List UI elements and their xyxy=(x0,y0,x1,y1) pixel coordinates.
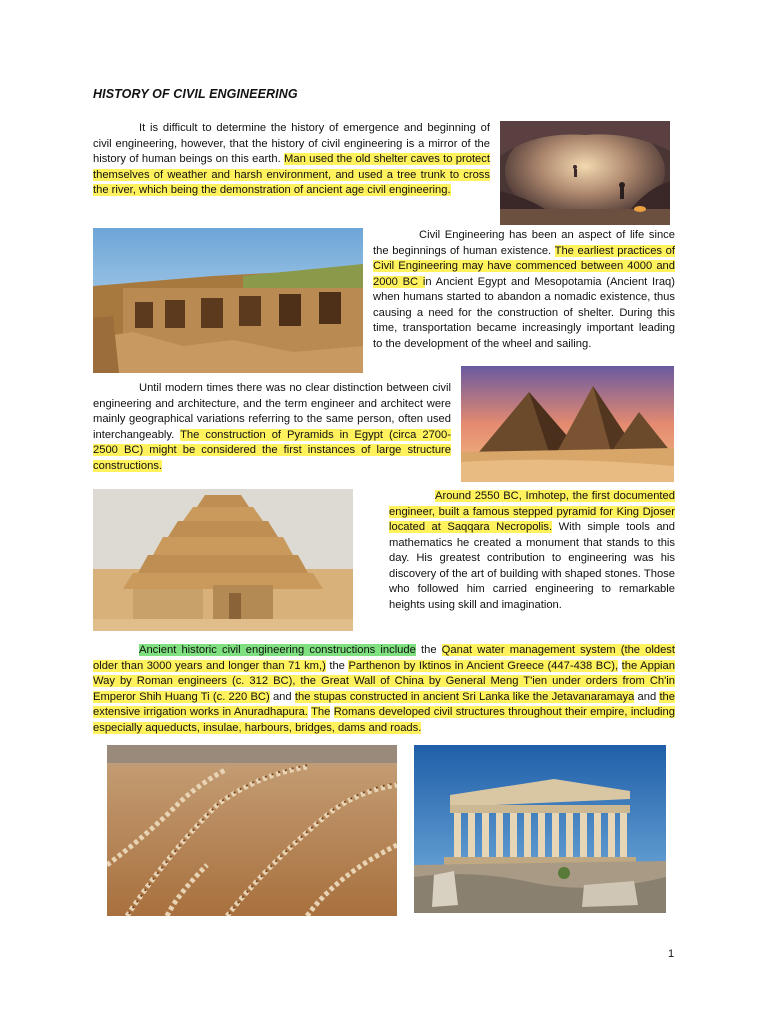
p3-highlight: The construction of Pyramids in Egypt (circa 2700-2500 BC) might be considered the first instances of large structure constructions. xyxy=(93,428,451,472)
p4-highlight: Around 2550 BC, Imhotep, the first documented engineer, built a famous stepped pyramid for King Djoser located at Saqqara Necropolis. xyxy=(389,490,675,533)
p1-highlight: Man used the old shelter caves to protect themselves of weather and harsh environment, and used a tree trunk to cross the river, which being the demonstration of ancient age civil engineering. xyxy=(93,153,490,196)
p5-text-4: and xyxy=(269,690,295,703)
paragraph-cave-shelters xyxy=(93,121,490,199)
paragraph-imhotep xyxy=(389,489,675,613)
p5-text-5: and xyxy=(634,690,660,703)
p2-text-rest: n Ancient Egypt and Mesopotamia (Ancient Iraq) when humans started to abandon a nomadic existence, thus causing a need for the construction of shelter. During this time, transportation became increasingly important leading to the development of the wheel and sailing. xyxy=(373,275,675,350)
paragraph-pyramids xyxy=(93,381,451,474)
page-number: 1 xyxy=(668,948,675,960)
p5-highlight-the: The xyxy=(311,706,331,718)
p5-highlight-irrigation: the extensive irrigation works in Anuradhapura. xyxy=(93,690,675,718)
p5-highlight-stupas: the stupas constructed in ancient Sri Lanka like the Jetavanaramaya xyxy=(294,690,635,703)
paragraph-ancient-constructions xyxy=(93,643,675,736)
paragraph-earliest-practices xyxy=(373,228,675,352)
ancient-ruins-image xyxy=(93,228,363,373)
cave-shelter-image xyxy=(500,121,670,225)
p5-highlight-appian: the Appian Way by Roman engineers (c. 312 BC), the Great Wall of China by General Meng T'ien under orders from Ch'in Emperor Shih Huang Ti (c. 220 BC) xyxy=(93,659,675,703)
giza-pyramids-image xyxy=(461,366,674,482)
p3-text: Until modern times there was no clear distinction between civil engineering and architecture, and the term engineer and architect were mainly geographical variations referring to the same person, often used interchangeably. xyxy=(93,382,451,441)
p5-text-1: the xyxy=(415,644,442,656)
p4-text: With simple tools and mathematics he created a monument that stands to this day. His greatest contribution to engineering was his discovery of the art of building with shaped stones. Those who followed him carried engineering to remarkable heights using skill and imagination. xyxy=(389,521,675,611)
p5-text-2: the xyxy=(325,659,349,672)
p2-highlight: The earliest practices of Civil Engineering may have commenced between 4000 and 2000 BC i xyxy=(373,244,676,288)
p5-highlight-romans: Romans developed civil structures throughout their empire, including especially aqueducts, insulae, harbours, bridges, dams and roads. xyxy=(93,706,675,734)
step-pyramid-image xyxy=(93,489,353,631)
document-title: HISTORY OF CIVIL ENGINEERING xyxy=(93,87,298,101)
qanat-aerial-image xyxy=(107,745,397,916)
p1-text: It is difficult to determine the history of emergence and beginning of civil engineering, however, that the history of civil engineering is a mirror of the history of human beings on this earth. xyxy=(93,122,490,165)
p2-text: Civil Engineering has been an aspect of life since the beginnings of human existence. xyxy=(373,229,675,257)
p5-highlight-parthenon: Parthenon by Iktinos in Ancient Greece (447-438 BC), xyxy=(348,659,619,672)
p5-highlight-qanat: Qanat water management system (the oldest older than 3000 years and longer than 71 km,) xyxy=(93,644,675,672)
p5-highlight-green: Ancient historic civil engineering constructions include xyxy=(139,644,416,656)
parthenon-image xyxy=(414,745,666,913)
